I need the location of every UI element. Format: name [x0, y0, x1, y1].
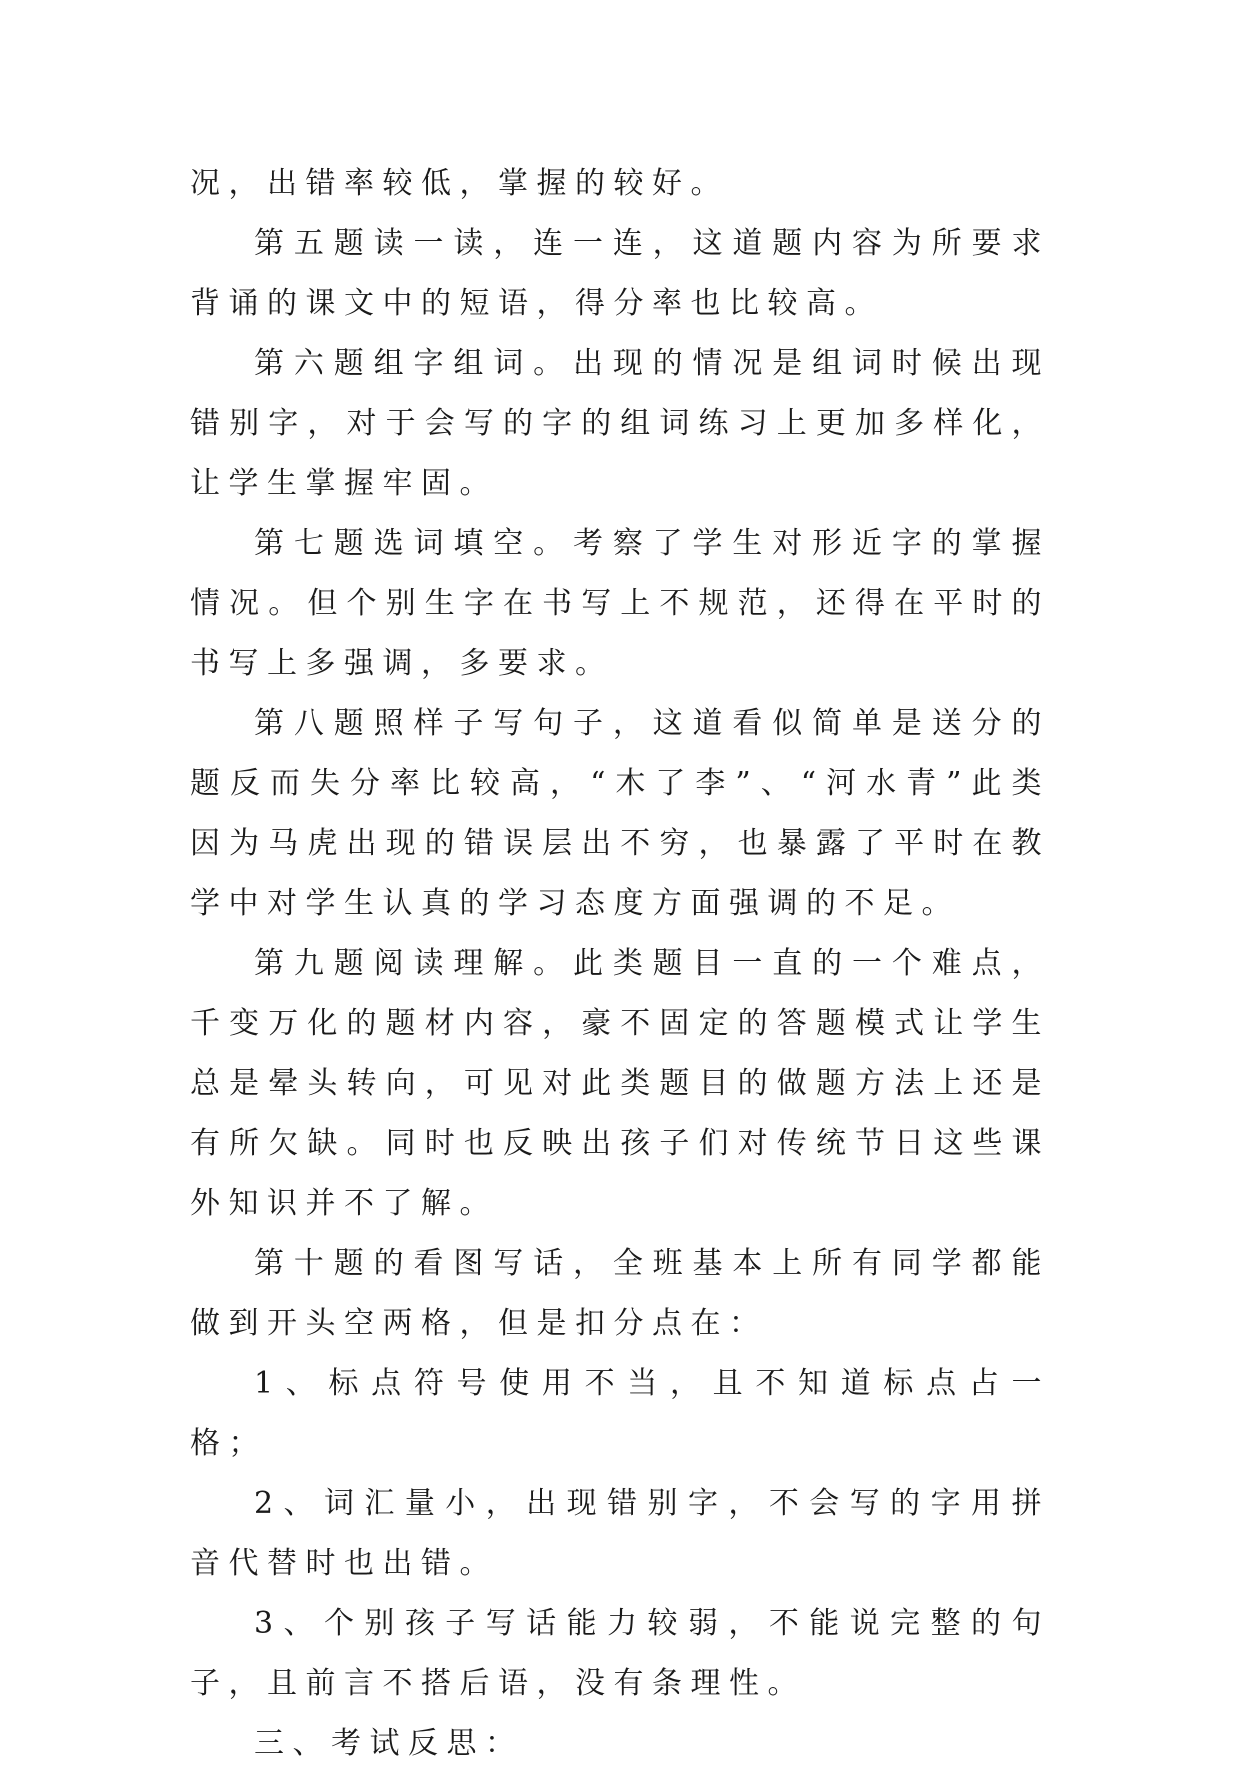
paragraph-question-8: 第八题照样子写句子，这道看似简单是送分的题反而失分率比较高，“木了李”、“河水青”此类因为马虎出现的错误层出不穷，也暴露了平时在教学中对学生认真的学习态度方面强调的不足。: [190, 706, 1050, 921]
section-heading-reflection: 三、考试反思：: [254, 1726, 524, 1761]
paragraph-question-7: 第七题选词填空。考察了学生对形近字的掌握情况。但个别生字在书写上不规范，还得在平时的书写上多强调，多要求。: [190, 526, 1050, 681]
list-item-1: 1、标点符号使用不当，且不知道标点占一格；: [190, 1366, 1050, 1461]
paragraph-question-6: 第六题组字组词。出现的情况是组词时候出现错别字，对于会写的字的组词练习上更加多样化，让学生掌握牢固。: [190, 346, 1050, 501]
paragraph-continuation: 况，出错率较低，掌握的较好。: [190, 166, 729, 201]
paragraph-question-10: 第十题的看图写话，全班基本上所有同学都能做到开头空两格，但是扣分点在：: [190, 1246, 1050, 1341]
list-item-3: 3、个别孩子写话能力较弱，不能说完整的句子，且前言不搭后语，没有条理性。: [190, 1606, 1050, 1701]
document-body: [190, 154, 1050, 1774]
paragraph-question-9: 第九题阅读理解。此类题目一直的一个难点，千变万化的题材内容，豪不固定的答题模式让学生总是晕头转向，可见对此类题目的做题方法上还是有所欠缺。同时也反映出孩子们对传统节日这些课外知识并不了解。: [190, 946, 1050, 1221]
paragraph-question-5: 第五题读一读，连一连，这道题内容为所要求背诵的课文中的短语，得分率也比较高。: [190, 226, 1050, 321]
list-item-2: 2、词汇量小，出现错别字，不会写的字用拼音代替时也出错。: [190, 1486, 1050, 1581]
